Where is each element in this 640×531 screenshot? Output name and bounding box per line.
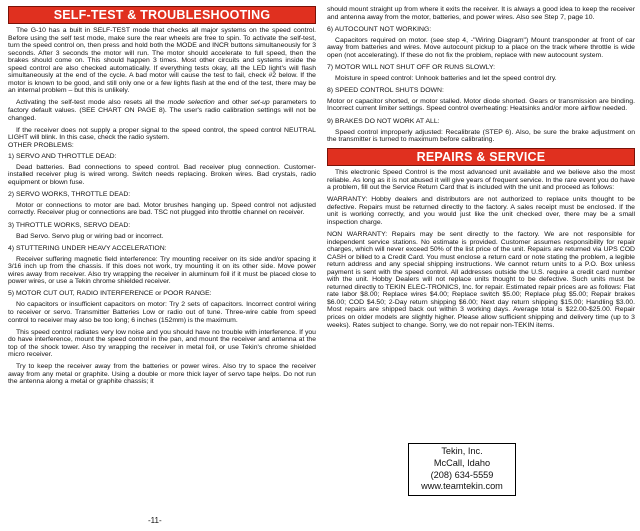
problem-5-text-c: Try to keep the receiver away from the batteries or power wires. Also try to space the receiver away from any metal or graphite. Using a double or more thick layer of servo tape helps. Do not run the antenna along a metal or graphite chassis; it [8,363,316,386]
troubleshooting-banner: SELF-TEST & TROUBLESHOOTING [8,6,316,24]
problem-7-heading: 7) MOTOR WILL NOT SHUT OFF OR RUNS SLOWLY: [327,63,496,71]
company-phone: (208) 634-5559 [430,469,494,480]
self-test-reset-note: Activating the self-test mode also resets all the mode selection and other set-up parameters to factory default values. (SEE CHART ON PAGE 8). The user's radio calibration settings will not be changed. [8,99,316,122]
warranty-text: WARRANTY: Hobby dealers and distributors are not authorized to replace units thought to be defective. Repairs must be returned directly to the factory. A sales receipt must be enclosed. If the unit is working correctly, and you would just like the unit checked over, there may be a small inspection charge. [327,196,635,226]
problem-1-heading: 1) SERVO AND THROTTLE DEAD: [8,152,117,160]
problem-1-text: Dead batteries. Bad connections to speed control. Bad receiver plug connection. Customer-installed receiver plug is wired wrong. Switch needs replacing. Broken wires. Bad crystals, radio equipment or blown fuse. [8,163,316,186]
other-problems-heading: OTHER PROBLEMS: [8,141,74,149]
problem-6-text: Capacitors required on motor. (see step 4, -"Wiring Diagram") Mount transponder at front of car away from batteries and wires. Move autocount pickup to a place on the track where throttle is wide open (not accelerating). If these do not fix the problem, replace with new autocount system. [327,36,635,59]
company-city: McCall, Idaho [433,457,491,468]
problem-3-heading: 3) THROTTLE WORKS, SERVO DEAD: [8,221,131,229]
right-column [327,6,635,334]
contact-box [408,443,516,496]
page-number: -11- [148,516,162,525]
problem-8-text: Motor or capacitor shorted, or motor stalled. Motor diode shorted. Gears or transmission are binding. Incorrect current limiter settings. Speed control overheating: Heatsinks and/or more airflow needed. [327,97,635,113]
problem-6-heading: 6) AUTOCOUNT NOT WORKING: [327,25,432,33]
problem-2-heading: 2) SERVO WORKS, THROTTLE DEAD: [8,190,131,198]
company-name: Tekin, Inc. [441,446,483,456]
problem-9-heading: 9) BRAKES DO NOT WORK AT ALL: [327,117,440,125]
neutral-light-note: If the receiver does not supply a proper signal to the speed control, the speed control NEUTRAL LIGHT will blink. In this case, check the radio system. [8,126,316,142]
problem-5-text-a: No capacitors or insufficient capacitors on motor: Try 2 sets of capacitors. Incorrect control wiring to receiver or servo. Transmitter Batteries Low or radio out of tune. Three-wire cable from speed control to receiver may also be too long; 6 inches (152mm) is the maximum. [8,301,316,324]
non-warranty-text: NON WARRANTY: Repairs may be sent directly to the factory. We are not responsible for independent service stations. No estimate is provided. Customer assumes responsibility for repair charges, which will never exceed 50% of the list price of the unit. Repairs are returned via UPS COD CASH or billed to a Credit Card. You must enclose a return card or note stating the problem, a legible return address and any special shipping instructions. We cannot return units to a P.O. Box unless payment is sent with the speed control. All addresses outside the U.S. require a credit card number with the unit. Hobby Dealers will not replace units thought to be defective. Such units must be returned directly to TEKIN ELEC-TRONICS, Inc. for repair. Estimated repair prices are as follows: Flat rate labor $8.00; Replace wires $4.00; Replace switch $5.00; Replace plug $5.00; Repair brakes $6.00; COD $4.50; 2-Day return shipping $6.00; Next day return shipping $15.00; Handling $3.00. Most repairs are shipped back out within 3 working days. Average total is $22.00-$25.00. Repair prices on older models are slightly higher. Please allow sufficient shipping and delivery time (up to 3 weeks). Rates subject to change. Sorry, we do not repair non-TEKIN items. [327,230,635,329]
problem-7-text: Moisture in speed control: Unhook batteries and let the speed control dry. [335,74,557,82]
antenna-continuation: should mount straight up from where it exits the receiver. It is always a good idea to keep the receiver and antenna away from the motor, batteries, and power wires. Also see Step 7, page 10. [327,6,635,21]
repairs-intro: This electronic Speed Control is the most advanced unit available and we believe also the most reliable. As long as it is not abused it will give years of frequent service. In the rare event you do have a problem, fill out the Service Return Card that is included with the unit and proceed as follows: [327,169,635,192]
problem-2-text: Motor or connections to motor are bad. Motor brushes hanging up. Speed control not adjusted correctly. Receiver plug or connections are bad. TSC not plugged into throttle channel on receiver. [8,201,316,217]
self-test-intro: The G-10 has a built in SELF-TEST mode that checks all major systems on the speed control. Before using the self test mode, make sure the rear wheels are free to spin. To activate the self-test, turn the speed control on, then press and hold both the MODE and INCR buttons simultaneously for 3 seconds. After 3 seconds the motor will run. The motor should accelerate to full speed, then the brakes should come on. This should happen 3 times. Most other circuits and systems inside the speed control are also checked automatically. If everything tests okay, all the LED light's will flash simultaneously at the end of the cycle. A bad motor will cause the test to fail, check #2 below. If the motor is known to be good, and still only one or a few lights flash at the end of the test, there may be an internal problem – but this is unlikely. [8,27,316,95]
problem-5-text-b: This speed control radiates very low noise and you should have no trouble with interference. If you do have interference, mount the speed control in the pan, and mount the receiver and antenna at the top of the shock tower. Also try wrapping the receiver in metal foil, or use Tekin's chrome shielded micro receiver. [8,328,316,359]
repairs-banner: REPAIRS & SERVICE [327,148,635,166]
company-website: www.teamtekin.com [421,481,503,492]
problem-4-text: Receiver suffering magnetic field interference: Try mounting receiver on its side and/or spacing it 3/16 inch up from the chassis. If this does not work, try mounting it on its other side. Move power wires away from receiver. Also try wrapping the receiver in aluminum foil if it must be placed close to power wires, or use a Tekin chrome shielded receiver. [8,255,316,286]
problem-4-heading: 4) STUTTERING UNDER HEAVY ACCELERATION: [8,244,167,252]
problem-8-heading: 8) SPEED CONTROL SHUTS DOWN: [327,86,444,94]
problem-9-text: Speed control improperly adjusted: Recalibrate (STEP 6). Also, be sure the brake adjustment on the transmitter is turned to maximum before calibrating. [327,128,635,144]
problem-3-text: Bad Servo. Servo plug or wiring bad or incorrect. [16,232,164,240]
left-column [8,6,316,390]
problem-5-heading: 5) MOTOR CUT OUT, RADIO INTERFERENCE or POOR RANGE: [8,290,212,298]
